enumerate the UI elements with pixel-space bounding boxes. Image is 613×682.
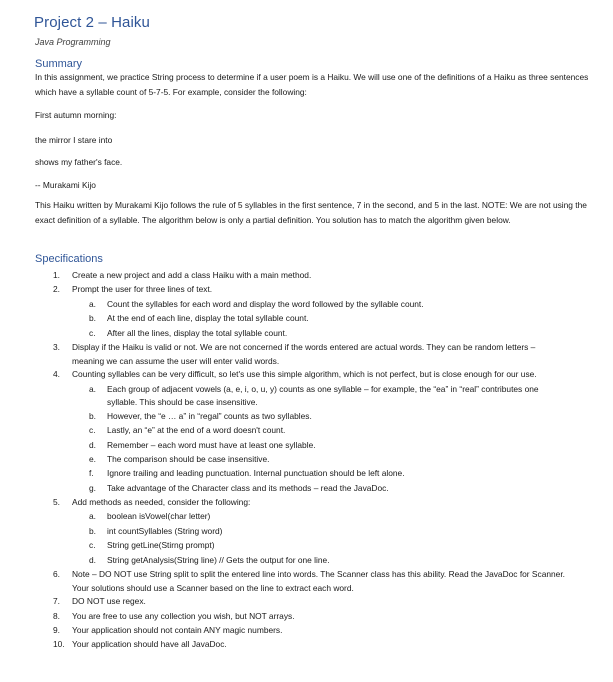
spec-subitem	[0, 439, 563, 453]
poem-line-3: shows my father's face.	[35, 157, 123, 167]
spec-subitem	[0, 312, 563, 326]
poem-author: -- Murakami Kijo	[35, 180, 96, 190]
page-title: Project 2 – Haiku	[34, 14, 150, 31]
spec-subitem-letter: b.	[89, 525, 96, 536]
spec-subitem-text: int countSyllables (String word)	[107, 525, 223, 536]
summary-heading: Summary	[35, 58, 83, 70]
spec-item-number: 7.	[53, 596, 60, 607]
spec-item-number: 4.	[53, 369, 60, 380]
spec-item-text: DO NOT use regex.	[72, 596, 146, 607]
poem-line-2: the mirror I stare into	[35, 135, 113, 145]
spec-subitem-text: Ignore trailing and leading punctuation. Internal punctuation should be left alone.	[107, 468, 405, 479]
spec-item	[0, 610, 568, 624]
spec-subitem	[0, 467, 563, 481]
spec-item	[0, 341, 568, 368]
spec-item-number: 3.	[53, 341, 60, 352]
spec-subitem-letter: d.	[89, 439, 96, 450]
spec-subitem-text: After all the lines, display the total syllable count.	[107, 327, 288, 338]
spec-subitem	[0, 383, 563, 410]
spec-subitem-text: String getAnalysis(String line) // Gets the output for one line.	[107, 554, 330, 565]
spec-item	[0, 269, 568, 283]
page-subtitle: Java Programming	[35, 37, 111, 47]
spec-subitem-letter: d.	[89, 554, 96, 565]
spec-item-text: Your application should have all JavaDoc.	[72, 639, 227, 650]
spec-subitem-text: Remember – each word must have at least one syllable.	[107, 439, 316, 450]
spec-item-text: Your application should not contain ANY magic numbers.	[72, 624, 283, 635]
spec-item-text: Prompt the user for three lines of text.	[72, 284, 213, 295]
spec-item-number: 5.	[53, 497, 60, 508]
spec-item-number: 6.	[53, 569, 60, 580]
spec-subitem-text: Each group of adjacent vowels (a, e, i, o, u, y) counts as one syllable – for example, the “ea” in “real” contributes one syllable. This should be case insensitive.	[107, 383, 539, 408]
spec-subitem	[0, 453, 563, 467]
spec-subitem-text: Lastly, an “e” at the end of a word doesn't count.	[107, 425, 286, 436]
spec-item-number: 9.	[53, 624, 60, 635]
spec-item-text: Display if the Haiku is valid or not. We are not concerned if the words entered are actual words. They can be random letters – meaning we can assume the user will enter valid words.	[72, 341, 536, 366]
spec-item	[0, 496, 568, 510]
spec-subitem	[0, 510, 563, 524]
spec-subitem-letter: g.	[89, 482, 96, 493]
spec-subitem-letter: c.	[89, 540, 96, 551]
summary-intro: In this assignment, we practice String process to determine if a user poem is a Haiku. We will use one of the definitions of a Haiku as three sentences which have a syllable count of 5-7-5. For example, consider the following:	[35, 72, 589, 97]
spec-item-number: 8.	[53, 610, 60, 621]
spec-subitem	[0, 424, 563, 438]
spec-subitem	[0, 298, 563, 312]
spec-subitem-letter: c.	[89, 327, 96, 338]
spec-subitem-letter: e.	[89, 453, 96, 464]
spec-subitem	[0, 539, 563, 553]
spec-subitem	[0, 410, 563, 424]
spec-subitem-letter: c.	[89, 425, 96, 436]
spec-subitem-letter: f.	[89, 468, 94, 479]
spec-subitem-text: The comparison should be case insensitive.	[107, 453, 270, 464]
specifications-heading: Specifications	[35, 253, 103, 265]
spec-subitem-letter: b.	[89, 313, 96, 324]
spec-item-text: You are free to use any collection you wish, but NOT arrays.	[72, 610, 295, 621]
summary-explanation: This Haiku written by Murakami Kijo follows the rule of 5 syllables in the first sentence, 7 in the second, and 5 in the last. NOTE: We are not using the exact definition of a syllable. The algorithm below is only a partial definition. You solution has to match the algorithm given below.	[35, 200, 587, 225]
spec-subitem-letter: a.	[89, 511, 96, 522]
spec-item	[0, 638, 568, 652]
spec-subitem-text: At the end of each line, display the total syllable count.	[107, 313, 309, 324]
spec-subitem	[0, 482, 563, 496]
spec-subitem-letter: a.	[89, 298, 96, 309]
spec-subitem-text: boolean isVowel(char letter)	[107, 511, 211, 522]
spec-item	[0, 595, 568, 609]
spec-subitem-letter: b.	[89, 410, 96, 421]
spec-subitem-text: String getLine(Stirng prompt)	[107, 540, 215, 551]
spec-item	[0, 283, 568, 297]
spec-item-text: Note – DO NOT use String split to split the entered line into words. The Scanner class has this ability. Read the JavaDoc for Scanner. Your solutions should use a Scanner based on the line to extract each word.	[72, 569, 565, 593]
poem-line-1: First autumn morning:	[35, 110, 117, 120]
spec-item	[0, 624, 568, 638]
spec-subitem	[0, 554, 563, 568]
spec-subitem-text: However, the “e … a” in “regal” counts as two syllables.	[107, 410, 312, 421]
spec-item-number: 10.	[53, 639, 65, 650]
spec-subitem	[0, 525, 563, 539]
specifications-list	[0, 269, 613, 653]
spec-subitem-text: Take advantage of the Character class and its methods – read the JavaDoc.	[107, 482, 389, 493]
spec-subitem-letter: a.	[89, 383, 96, 394]
spec-subitem	[0, 327, 563, 341]
spec-item-number: 1.	[53, 270, 60, 280]
spec-item	[0, 568, 568, 595]
spec-item	[0, 368, 568, 382]
spec-item-text: Counting syllables can be very difficult, so let's use this simple algorithm, which is not perfect, but is close enough for our use.	[72, 369, 537, 380]
spec-item-number: 2.	[53, 284, 60, 295]
spec-item-text: Create a new project and add a class Haiku with a main method.	[72, 270, 312, 280]
spec-subitem-text: Count the syllables for each word and display the word followed by the syllable count.	[107, 298, 424, 309]
spec-item-text: Add methods as needed, consider the following:	[72, 497, 251, 508]
